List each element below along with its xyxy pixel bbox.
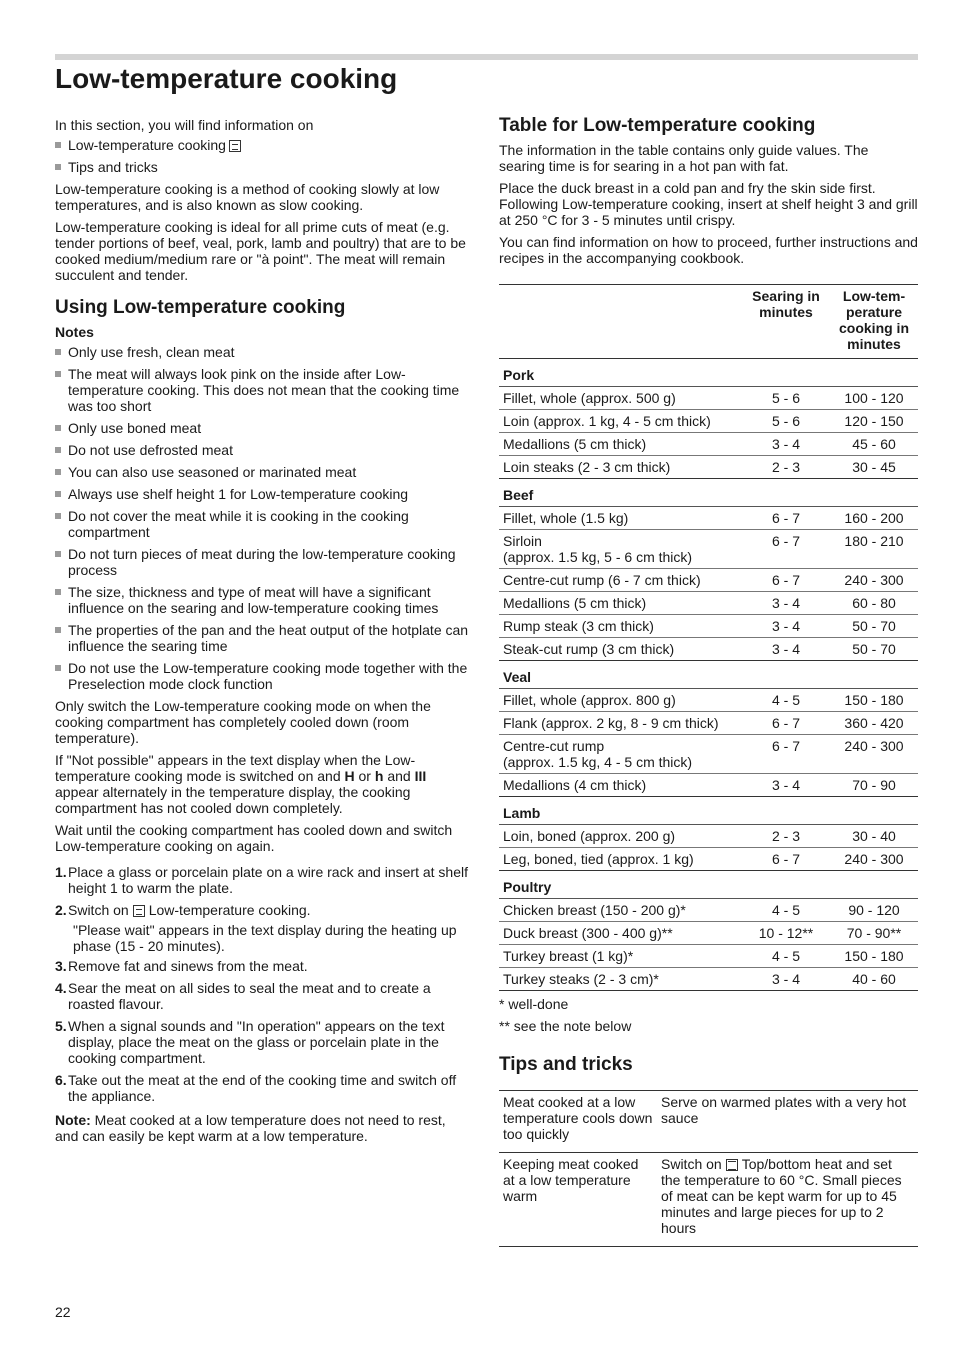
table-category-row [499,797,918,825]
food-cell: Loin (approx. 1 kg, 4 - 5 cm thick) [499,410,742,433]
list-item: The properties of the pan and the heat output of the hotplate can influence the searing time [55,622,470,654]
tips-table [499,1090,918,1247]
table-row [499,1153,918,1247]
table-row [499,615,918,638]
footnote: ** see the note below [499,1018,632,1034]
step-item: 4. Sear the meat on all sides to seal the meat and to create a roasted flavour. [55,980,431,1012]
low-temperature-cell: 360 - 420 [830,712,918,735]
list-item: Only use fresh, clean meat [55,344,470,360]
list-item: Do not use defrosted meat [55,442,470,458]
food-cell: Duck breast (300 - 400 g)** [499,922,742,945]
paragraph: Only switch the Low-temperature cooking mode on when the cooking compartment has completely cooled down (room temperature). [55,698,431,746]
searing-cell: 6 - 7 [742,569,830,592]
list-item: Do not cover the meat while it is cooking in the cooking compartment [55,508,470,540]
table-row [499,410,918,433]
searing-cell: 6 - 7 [742,848,830,871]
table-row [499,638,918,661]
food-cell: Turkey breast (1 kg)* [499,945,742,968]
food-cell: Fillet, whole (1.5 kg) [499,507,742,530]
low-temperature-cell: 30 - 40 [830,825,918,848]
low-temperature-cell: 150 - 180 [830,945,918,968]
searing-cell: 4 - 5 [742,945,830,968]
table-category-row [499,871,918,899]
list-item: Do not turn pieces of meat during the low-temperature cooking process [55,546,470,578]
section-heading: Using Low-temperature cooking [55,297,346,318]
low-temperature-cell: 150 - 180 [830,689,918,712]
category-label: Beef [499,479,918,507]
searing-cell: 3 - 4 [742,774,830,797]
table-category-row [499,661,918,689]
table-row [499,507,918,530]
searing-cell: 5 - 6 [742,387,830,410]
table-header-low-temperature: Low-tem- perature cooking in minutes [839,288,909,352]
table-row [499,848,918,871]
food-cell: Medallions (5 cm thick) [499,592,742,615]
paragraph: Wait until the cooking compartment has cooled down and switch Low-temperature cooking on again. [55,822,453,854]
searing-cell: 3 - 4 [742,968,830,991]
paragraph: The information in the table contains only guide values. The searing time is for searing in a hot pan with fat. [499,142,869,174]
searing-cell: 10 - 12** [742,922,830,945]
top-rule-bar [55,54,918,60]
step-item: 1. Place a glass or porcelain plate on a wire rack and insert at shelf height 1 to warm the plate. [55,864,468,896]
low-temperature-cooking-icon [133,905,145,917]
table-row [499,592,918,615]
steps-list [55,864,470,1104]
searing-cell: 2 - 3 [742,825,830,848]
paragraph: Low-temperature cooking is ideal for all prime cuts of meat (e.g. tender portions of beef, veal, pork, lamb and poultry) that are to be cooked medium/medium rare or "à point". The meat will remain succulent and tender. [55,219,466,283]
low-temperature-cell: 240 - 300 [830,569,918,592]
low-temperature-cell: 45 - 60 [830,433,918,456]
table-row [499,1091,918,1153]
table-row [499,689,918,712]
category-label: Pork [499,359,918,387]
low-temperature-cell: 100 - 120 [830,387,918,410]
searing-cell: 3 - 4 [742,638,830,661]
table-row [499,922,918,945]
paragraph: Low-temperature cooking is a method of cooking slowly at low temperatures, and is also known as slow cooking. [55,181,440,213]
food-cell: Chicken breast (150 - 200 g)* [499,899,742,922]
table-row [499,569,918,592]
tip-problem: Keeping meat cooked at a low temperature warm [499,1153,657,1247]
step-item: 5. When a signal sounds and "In operation" appears on the text display, place the meat on the glass or porcelain plate in the cooking compartment. [55,1018,445,1066]
low-temperature-cell: 70 - 90 [830,774,918,797]
display-symbol: H [344,768,355,784]
low-temperature-cell: 30 - 45 [830,456,918,479]
footnote: * well-done [499,996,569,1012]
low-temperature-cell: 50 - 70 [830,638,918,661]
list-item: The meat will always look pink on the inside after Low-temperature cooking. This does not mean that the cooking time was too short [55,366,470,414]
low-temperature-cell: 160 - 200 [830,507,918,530]
section-heading: Tips and tricks [499,1054,633,1075]
food-cell: Medallions (4 cm thick) [499,774,742,797]
step-subtext: "Please wait" appears in the text display during the heating up phase (15 - 20 minutes). [73,922,457,954]
list-item: You can also use seasoned or marinated meat [55,464,470,480]
cooking-table [499,284,918,991]
step-item: 3. Remove fat and sinews from the meat. [55,958,308,974]
searing-cell: 6 - 7 [742,530,830,569]
searing-cell: 2 - 3 [742,456,830,479]
top-bottom-heat-icon [726,1159,738,1171]
left-column [55,117,470,1150]
food-cell: Fillet, whole (approx. 800 g) [499,689,742,712]
tip-problem: Meat cooked at a low temperature cools down too quickly [499,1091,657,1153]
searing-cell: 4 - 5 [742,689,830,712]
section-heading: Table for Low-temperature cooking [499,115,816,136]
list-item: Only use boned meat [55,420,470,436]
food-cell: Centre-cut rump (6 - 7 cm thick) [499,569,742,592]
table-row [499,712,918,735]
food-cell: Leg, boned, tied (approx. 1 kg) [499,848,742,871]
searing-cell: 6 - 7 [742,735,830,774]
intro-list [55,137,470,175]
low-temperature-cell: 90 - 120 [830,899,918,922]
intro-text: In this section, you will find information on [55,117,314,133]
table-header-searing: Searing in minutes [752,288,820,320]
food-cell: Steak-cut rump (3 cm thick) [499,638,742,661]
list-item: The size, thickness and type of meat will have a significant influence on the searing and low-temperature cooking times [55,584,470,616]
list-item: Low-temperature cooking [55,137,470,153]
searing-cell: 3 - 4 [742,433,830,456]
category-label: Poultry [499,871,918,899]
searing-cell: 3 - 4 [742,615,830,638]
table-header-food [499,285,742,359]
food-cell: Centre-cut rump (approx. 1.5 kg, 4 - 5 cm thick) [499,735,742,774]
food-cell: Sirloin (approx. 1.5 kg, 5 - 6 cm thick) [499,530,742,569]
list-item: Do not use the Low-temperature cooking mode together with the Preselection mode clock function [55,660,470,692]
list-item: Always use shelf height 1 for Low-temperature cooking [55,486,470,502]
table-row [499,825,918,848]
paragraph: If "Not possible" appears in the text display when the Low-temperature cooking mode is switched on and H or h and III appear alternately in the temperature display, the cooking compartment has not cooled down completely. [55,752,427,816]
food-cell: Fillet, whole (approx. 500 g) [499,387,742,410]
searing-cell: 6 - 7 [742,507,830,530]
low-temperature-cell: 60 - 80 [830,592,918,615]
display-symbol: h [374,768,384,784]
searing-cell: 5 - 6 [742,410,830,433]
low-temperature-cell: 40 - 60 [830,968,918,991]
low-temperature-cell: 240 - 300 [830,848,918,871]
table-row [499,735,918,774]
notes-heading: Notes [55,324,94,340]
food-cell: Medallions (5 cm thick) [499,433,742,456]
searing-cell: 4 - 5 [742,899,830,922]
table-row [499,968,918,991]
step-item: 6. Take out the meat at the end of the cooking time and switch off the appliance. [55,1072,457,1104]
table-category-row [499,359,918,387]
low-temperature-cell: 120 - 150 [830,410,918,433]
table-row [499,899,918,922]
food-cell: Flank (approx. 2 kg, 8 - 9 cm thick) [499,712,742,735]
category-label: Lamb [499,797,918,825]
table-row [499,456,918,479]
right-column [499,115,918,1247]
low-temperature-cell: 180 - 210 [830,530,918,569]
table-category-row [499,479,918,507]
paragraph: You can find information on how to proceed, further instructions and recipes in the accompanying cookbook. [499,234,918,266]
footnotes [499,996,918,1034]
table-row [499,530,918,569]
tip-solution: Serve on warmed plates with a very hot sauce [657,1091,918,1153]
page-number: 22 [55,1304,71,1320]
list-item: Tips and tricks [55,159,470,175]
table-row [499,774,918,797]
display-symbol: III [414,768,427,784]
low-temperature-cooking-icon [229,140,241,152]
tip-solution: Switch on Top/bottom heat and set the temperature to 60 °C. Small pieces of meat can be kept warm for up to 45 minutes and large pieces for up to 2 hours [657,1153,918,1247]
low-temperature-cell: 240 - 300 [830,735,918,774]
searing-cell: 3 - 4 [742,592,830,615]
table-row [499,387,918,410]
page-title: Low-temperature cooking [55,63,398,94]
paragraph: Place the duck breast in a cold pan and fry the skin side first. Following Low-temperature cooking, insert at shelf height 3 and grill at 250 °C for 3 - 5 minutes until crispy. [499,180,918,228]
table-row [499,433,918,456]
note: Note: Meat cooked at a low temperature does not need to rest, and can easily be kept warm at a low temperature. [55,1112,446,1144]
food-cell: Turkey steaks (2 - 3 cm)* [499,968,742,991]
step-item: 2. Switch on Low-temperature cooking. "Please wait" appears in the text display during the heating up phase (15 - 20 minutes). [55,902,470,954]
food-cell: Loin, boned (approx. 200 g) [499,825,742,848]
table-header-row [499,285,918,359]
food-cell: Loin steaks (2 - 3 cm thick) [499,456,742,479]
searing-cell: 6 - 7 [742,712,830,735]
low-temperature-cell: 50 - 70 [830,615,918,638]
notes-list [55,344,470,692]
low-temperature-cell: 70 - 90** [830,922,918,945]
category-label: Veal [499,661,918,689]
note-label: Note: [55,1112,91,1128]
table-row [499,945,918,968]
food-cell: Rump steak (3 cm thick) [499,615,742,638]
